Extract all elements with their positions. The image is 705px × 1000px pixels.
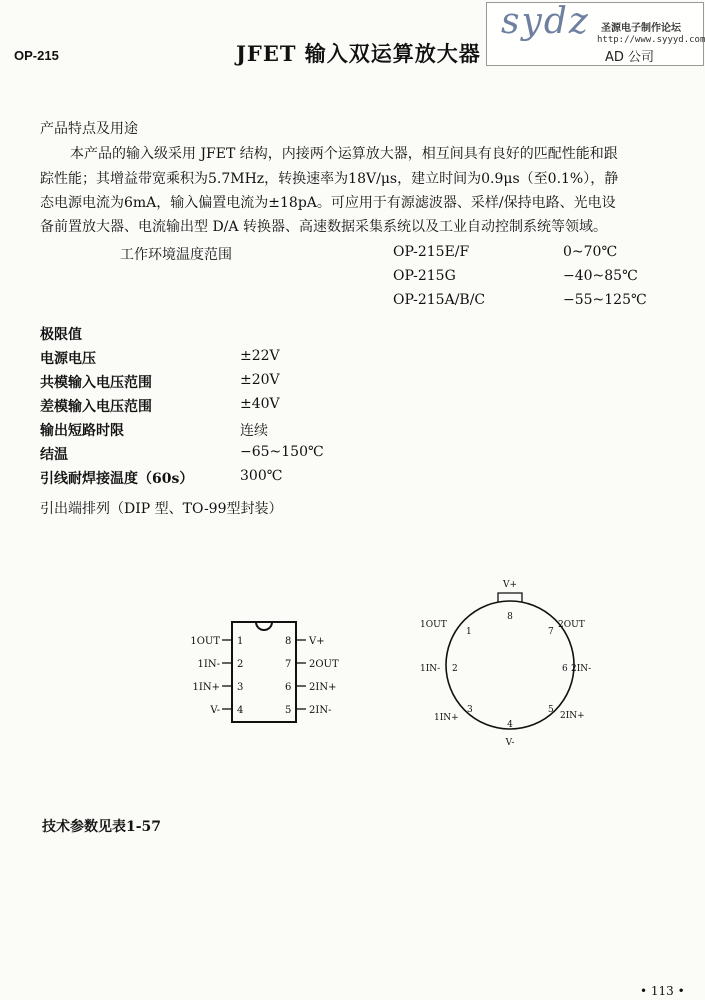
dip-pin-number: 6: [285, 682, 292, 693]
pinout-heading: 引出端排列（DIP 型、TO-99型封装）: [40, 501, 283, 517]
watermark-forum: 圣源电子制作论坛: [601, 23, 681, 34]
can-pin-label: 1IN+: [434, 713, 459, 723]
to99-package-diagram: [410, 575, 610, 755]
temp-grade: OP-215A/B/C: [393, 292, 486, 308]
features-line: 本产品的输入级采用 JFET 结构，内接两个运算放大器，相互间具有良好的匹配性能和跟: [70, 146, 618, 162]
rating-name: 电源电压: [40, 351, 96, 367]
can-pin-label: V+: [502, 580, 518, 590]
dip-pin-number: 5: [285, 705, 292, 716]
can-pin-label: 1OUT: [420, 620, 447, 630]
temp-range-value: 0~70℃: [563, 244, 618, 260]
temp-grade: OP-215E/F: [393, 244, 470, 260]
rating-name: 共模输入电压范围: [40, 375, 152, 391]
dip-pin-label: 1OUT: [190, 636, 220, 647]
rating-value: 300℃: [240, 468, 283, 484]
rating-value: ±40V: [240, 396, 280, 412]
can-pin-number: 8: [507, 612, 513, 622]
dip-notch: [256, 622, 272, 630]
table-reference: 技术参数见表1-57: [42, 819, 162, 835]
rating-value: −65~150℃: [240, 444, 324, 460]
rating-value: ±20V: [240, 372, 280, 388]
can-pin-number: 1: [466, 627, 472, 637]
rating-name: 差模输入电压范围: [40, 399, 152, 415]
features-line: 踪性能；其增益带宽乘积为5.7MHz，转换速率为18V/μs，建立时间为0.9μs（至0.1%），静: [40, 171, 619, 187]
dip-pin-label: V-: [210, 705, 220, 716]
dip-pin-number: 2: [237, 659, 244, 670]
can-pin-number: 6: [562, 664, 568, 674]
dip-pin-label: 1IN-: [197, 659, 220, 670]
features-heading: 产品特点及用途: [40, 121, 138, 137]
ratings-heading: 极限值: [40, 327, 82, 343]
dip-pin-label: 2OUT: [309, 659, 339, 670]
watermark-url: http://www.syyyd.com: [597, 35, 705, 45]
can-pin-number: 3: [467, 705, 473, 715]
can-pin-label: 2IN+: [560, 711, 585, 721]
rating-name: 引线耐焊接温度（60s）: [40, 471, 194, 487]
dip-pin-number: 3: [237, 682, 244, 693]
can-pin-number: 4: [507, 720, 513, 730]
temp-range-value: −40~85℃: [563, 268, 638, 284]
rating-name: 输出短路时限: [40, 423, 124, 439]
dip-pin-number: 4: [237, 705, 244, 716]
watermark-logo: sydz: [501, 1, 590, 42]
page-title: JFET 输入双运算放大器: [236, 41, 481, 66]
dip-pin-label: 2IN-: [309, 705, 332, 716]
temp-range-value: −55~125℃: [563, 292, 647, 308]
part-number: OP-215: [14, 48, 59, 63]
can-pin-label: 2OUT: [558, 620, 585, 630]
page-number: • 113 •: [640, 984, 685, 998]
dip-pin-label: 2IN+: [309, 682, 337, 693]
dip-pin-number: 8: [285, 636, 292, 647]
rating-name: 结温: [40, 447, 68, 463]
can-pin-label: 2IN-: [571, 664, 592, 674]
dip-package-diagram: [170, 610, 370, 730]
rating-value: ±22V: [240, 348, 280, 364]
can-pin-number: 7: [548, 627, 554, 637]
can-pin-number: 2: [452, 664, 458, 674]
features-line: 备前置放大器、电流输出型 D/A 转换器、高速数据采集系统以及工业自动控制系统等领域。: [40, 219, 607, 235]
dip-pin-label: V+: [309, 636, 325, 647]
can-pin-number: 5: [548, 705, 554, 715]
company-label: AD 公司: [605, 50, 655, 65]
temp-range-label: 工作环境温度范围: [120, 247, 232, 263]
features-line: 态电源电流为6mA，输入偏置电流为±18pA。可应用于有源滤波器、采样/保持电路、光电设: [40, 195, 616, 211]
dip-pin-label: 1IN+: [192, 682, 220, 693]
can-pin-label: 1IN-: [420, 664, 441, 674]
watermark-stamp: [486, 2, 704, 66]
dip-pin-number: 1: [237, 636, 244, 647]
dip-pin-number: 7: [285, 659, 292, 670]
can-pin-label: V-: [505, 738, 515, 748]
temp-grade: OP-215G: [393, 268, 456, 284]
rating-value: 连续: [240, 423, 268, 439]
